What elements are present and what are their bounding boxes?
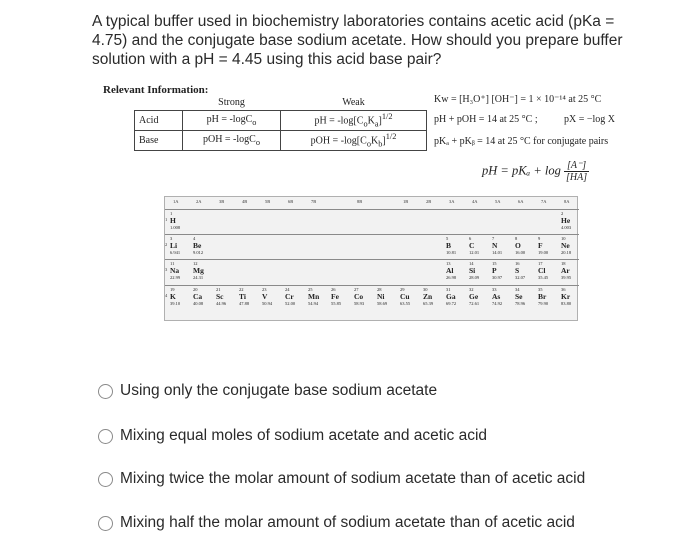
atomic-mass: 55.85 (331, 300, 342, 306)
atomic-mass: 72.61 (469, 300, 480, 306)
element-symbol: Se (515, 291, 523, 301)
element-cell (169, 236, 192, 257)
atomic-mass: 10.81 (446, 249, 457, 255)
atomic-number: 2 (561, 211, 564, 216)
element-symbol: F (538, 240, 543, 250)
atomic-mass: 39.10 (170, 300, 181, 306)
element-cell (560, 211, 583, 232)
element-symbol: K (170, 291, 176, 301)
option-label: Mixing twice the molar amount of sodium acetate than of acetic acid (120, 470, 586, 487)
group-label: 4B (242, 199, 248, 204)
atomic-mass: 39.95 (561, 274, 572, 280)
element-cell (445, 287, 468, 308)
atomic-number: 5 (446, 236, 449, 241)
atomic-number: 20 (193, 287, 198, 292)
atomic-number: 22 (239, 287, 244, 292)
atomic-mass: 65.39 (423, 300, 434, 306)
element-cell (169, 261, 192, 282)
element-symbol: Ne (561, 240, 570, 250)
element-symbol: Ar (561, 265, 570, 275)
element-symbol: Mn (308, 291, 320, 301)
element-symbol: B (446, 240, 452, 250)
element-symbol: Ni (377, 291, 385, 301)
element-symbol: S (515, 265, 520, 275)
col-strong: Strong (183, 96, 281, 110)
atomic-mass: 35.45 (538, 274, 549, 280)
group-label: 8B (357, 199, 363, 204)
atomic-number: 34 (515, 287, 520, 292)
element-cell (445, 236, 468, 257)
element-cell (192, 236, 215, 257)
element-symbol: Cl (538, 265, 546, 275)
group-label: 7B (311, 199, 317, 204)
atomic-mass: 74.92 (492, 300, 503, 306)
element-cell (491, 236, 514, 257)
element-cell (445, 261, 468, 282)
atomic-number: 17 (538, 261, 543, 266)
atomic-mass: 44.96 (216, 300, 227, 306)
atomic-number: 16 (515, 261, 520, 266)
col-weak: Weak (281, 96, 427, 110)
atomic-mass: 28.09 (469, 274, 480, 280)
row-label-acid: Acid (135, 110, 183, 130)
acid-base-formula-table (134, 96, 427, 151)
atomic-mass: 19.00 (538, 249, 549, 255)
atomic-number: 11 (170, 261, 175, 266)
radio-button[interactable] (98, 516, 113, 531)
atomic-mass: 30.97 (492, 274, 503, 280)
period-divider (165, 285, 579, 286)
period-divider (165, 234, 579, 235)
element-symbol: Cr (285, 291, 294, 301)
atomic-mass: 40.08 (193, 300, 204, 306)
atomic-number: 27 (354, 287, 359, 292)
atomic-mass: 79.90 (538, 300, 549, 306)
atomic-mass: 47.88 (239, 300, 250, 306)
atomic-number: 6 (469, 236, 472, 241)
element-cell (468, 261, 491, 282)
period-label: 1 (165, 217, 168, 222)
radio-button[interactable] (98, 429, 113, 444)
element-cell (376, 287, 399, 308)
atomic-mass: 63.55 (400, 300, 411, 306)
pk-sum-equation: pKₐ + pKᵦ = 14 at 25 °C for conjugate pairs (434, 136, 609, 147)
group-label: 3B (219, 199, 225, 204)
group-label: 5A (495, 199, 501, 204)
atomic-number: 1 (170, 211, 173, 216)
atomic-number: 15 (492, 261, 497, 266)
element-cell (330, 287, 353, 308)
element-cell (353, 287, 376, 308)
element-symbol: Br (538, 291, 547, 301)
option-4[interactable] (98, 513, 575, 533)
element-symbol: Co (354, 291, 364, 301)
atomic-number: 7 (492, 236, 495, 241)
group-label: 2B (426, 199, 432, 204)
element-symbol: N (492, 240, 498, 250)
atomic-number: 21 (216, 287, 221, 292)
group-label: 2A (196, 199, 202, 204)
element-symbol: Kr (561, 291, 571, 301)
group-label: 4A (472, 199, 478, 204)
period-divider (165, 209, 579, 210)
strong-base-formula: pOH = -logC$_o$ (183, 130, 281, 150)
question-text: A typical buffer used in biochemistry laboratories contains acetic acid (pKa = 4.75) and the conjugate base sodium acetate. How should you prepare buffer solution with a pH = 4.45 using this acid base pair? (92, 13, 623, 68)
atomic-number: 9 (538, 236, 541, 241)
element-symbol: Ti (239, 291, 246, 301)
element-symbol: Cu (400, 291, 410, 301)
element-cell (560, 287, 583, 308)
ph-poh-equation: pH + pOH = 14 at 25 °C ; (434, 114, 538, 125)
element-symbol: Sc (216, 291, 224, 301)
weak-base-formula: pOH = $-\log[C_oK_b]^{1/2}$ (281, 130, 427, 150)
atomic-number: 31 (446, 287, 451, 292)
atomic-mass: 58.93 (354, 300, 365, 306)
element-symbol: Li (170, 240, 178, 250)
radio-button[interactable] (98, 472, 113, 487)
element-symbol: Na (170, 265, 180, 275)
atomic-mass: 14.01 (492, 249, 503, 255)
element-cell (537, 236, 560, 257)
group-label: 1A (173, 199, 179, 204)
element-cell (169, 287, 192, 308)
kw-equation: Kw = [H₃O⁺] [OH⁻] = 1 × 10⁻¹⁴ at 25 °C (434, 94, 602, 105)
atomic-mass: 50.94 (262, 300, 273, 306)
element-symbol: As (492, 291, 501, 301)
atomic-mass: 16.00 (515, 249, 526, 255)
atomic-mass: 9.012 (193, 249, 204, 255)
atomic-number: 26 (331, 287, 336, 292)
element-symbol: Al (446, 265, 454, 275)
element-symbol: H (170, 215, 176, 225)
element-cell (514, 287, 537, 308)
row-label-base: Base (135, 130, 183, 150)
relevant-info-header: Relevant Information: (103, 84, 209, 96)
element-symbol: V (262, 291, 268, 301)
atomic-number: 8 (515, 236, 518, 241)
atomic-mass: 52.00 (285, 300, 296, 306)
element-cell (468, 287, 491, 308)
atomic-number: 18 (561, 261, 566, 266)
atomic-number: 23 (262, 287, 267, 292)
element-symbol: Zn (423, 291, 433, 301)
element-cell (537, 287, 560, 308)
element-cell (284, 287, 307, 308)
atomic-number: 25 (308, 287, 313, 292)
element-symbol: Si (469, 265, 476, 275)
radio-button[interactable] (98, 384, 113, 399)
atomic-number: 10 (561, 236, 566, 241)
element-symbol: He (561, 215, 571, 225)
group-label: 6A (518, 199, 524, 204)
element-cell (491, 287, 514, 308)
option-label: Mixing equal moles of sodium acetate and acetic acid (120, 427, 488, 444)
element-cell (192, 287, 215, 308)
option-label: Mixing half the molar amount of sodium acetate than of acetic acid (120, 514, 575, 531)
element-cell (537, 261, 560, 282)
atomic-mass: 83.80 (561, 300, 572, 306)
atomic-number: 32 (469, 287, 474, 292)
atomic-number: 33 (492, 287, 497, 292)
element-cell (399, 287, 422, 308)
period-label: 2 (165, 242, 168, 247)
atomic-number: 19 (170, 287, 175, 292)
atomic-mass: 26.98 (446, 274, 457, 280)
element-cell (491, 261, 514, 282)
atomic-mass: 20.18 (561, 249, 572, 255)
atomic-number: 35 (538, 287, 543, 292)
element-cell (514, 236, 537, 257)
period-divider (165, 259, 579, 260)
element-symbol: P (492, 265, 497, 275)
option-label: Using only the conjugate base sodium acetate (120, 382, 438, 399)
group-label: 7A (541, 199, 547, 204)
atomic-mass: 12.01 (469, 249, 480, 255)
group-label: 1B (403, 199, 409, 204)
atomic-mass: 58.69 (377, 300, 388, 306)
element-cell (215, 287, 238, 308)
atomic-number: 36 (561, 287, 566, 292)
atomic-number: 13 (446, 261, 451, 266)
element-symbol: Be (193, 240, 202, 250)
option-2[interactable] (98, 426, 487, 446)
element-cell (422, 287, 445, 308)
atomic-mass: 78.96 (515, 300, 526, 306)
group-label: 3A (449, 199, 455, 204)
element-cell (261, 287, 284, 308)
atomic-number: 28 (377, 287, 382, 292)
element-cell (238, 287, 261, 308)
element-symbol: Mg (193, 265, 204, 275)
option-3[interactable] (98, 469, 585, 489)
period-label: 4 (165, 293, 168, 298)
element-cell (307, 287, 330, 308)
atomic-number: 29 (400, 287, 405, 292)
element-symbol: C (469, 240, 475, 250)
atomic-mass: 24.31 (193, 274, 204, 280)
atomic-mass: 4.003 (561, 224, 572, 230)
relevant-information-figure (100, 82, 620, 342)
atomic-number: 30 (423, 287, 428, 292)
element-cell (192, 261, 215, 282)
atomic-mass: 32.07 (515, 274, 526, 280)
element-cell (560, 236, 583, 257)
group-label: 6B (288, 199, 294, 204)
element-cell (169, 211, 192, 232)
atomic-number: 14 (469, 261, 474, 266)
atomic-mass: 22.99 (170, 274, 181, 280)
atomic-number: 4 (193, 236, 196, 241)
element-symbol: Ca (193, 291, 203, 301)
element-symbol: Ga (446, 291, 456, 301)
px-definition: pX = −log X (564, 114, 616, 125)
atomic-mass: 69.72 (446, 300, 457, 306)
atomic-mass: 1.008 (170, 224, 181, 230)
element-symbol: Fe (331, 291, 339, 301)
element-cell (560, 261, 583, 282)
atomic-mass: 54.94 (308, 300, 319, 306)
strong-acid-formula: pH = -logC$_o$ (183, 110, 281, 130)
option-1[interactable] (98, 381, 437, 401)
atomic-number: 12 (193, 261, 198, 266)
atomic-number: 24 (285, 287, 290, 292)
element-cell (514, 261, 537, 282)
period-label: 3 (165, 267, 168, 272)
element-symbol: Ge (469, 291, 479, 301)
atomic-mass: 6.941 (170, 249, 181, 255)
group-label: 8A (564, 199, 570, 204)
atomic-number: 3 (170, 236, 173, 241)
weak-acid-formula: pH = $-\log[C_oK_a]^{1/2}$ (281, 110, 427, 130)
group-label: 5B (265, 199, 271, 204)
element-cell (468, 236, 491, 257)
periodic-table (164, 196, 578, 321)
henderson-hasselbalch-equation: pH = pKₐ + log $\frac{[A^-]}{[HA]}$ (482, 160, 588, 183)
element-symbol: O (515, 240, 521, 250)
